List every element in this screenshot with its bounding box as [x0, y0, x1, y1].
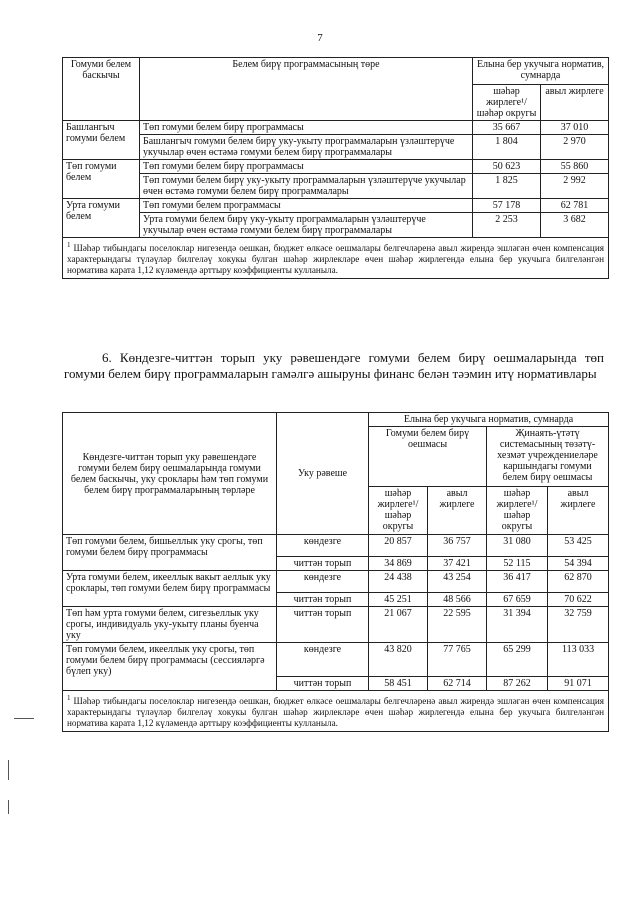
- header-general-org: Гомуми белем бирү оешмасы: [369, 427, 487, 487]
- value-rural: 2 970: [541, 135, 609, 160]
- value-rural: 2 992: [541, 174, 609, 199]
- value: 67 659: [487, 593, 548, 607]
- value-rural: 37 010: [541, 121, 609, 135]
- value: 36 757: [428, 535, 487, 557]
- value: 24 438: [369, 571, 428, 593]
- value: 65 299: [487, 643, 548, 677]
- header-urban: шәһәр жирлеге¹/ шәһәр округы: [473, 85, 541, 121]
- value: 21 067: [369, 607, 428, 643]
- header-program-type: Белем бирү программасының төре: [140, 58, 473, 121]
- header-urban: шәһәр жирлеге¹/ шәһәр округы: [487, 487, 548, 535]
- value: 31 080: [487, 535, 548, 557]
- value-urban: 57 178: [473, 199, 541, 213]
- header-education-level: Гомуми белем баскычы: [63, 58, 140, 121]
- value-urban: 2 253: [473, 213, 541, 238]
- value: 48 566: [428, 593, 487, 607]
- footnote-mark: 1: [67, 241, 71, 249]
- study-form: читтән торып: [277, 557, 369, 571]
- study-form: читтән торып: [277, 607, 369, 643]
- value-urban: 35 667: [473, 121, 541, 135]
- footnote: [63, 691, 609, 732]
- header-program-type: Көндезге-читтән торып уку рәвешендәге гомуми белем бирү оешмаларында гомуми белем баскычы, уку сроклары һәм төп гомуми белем бирү программаларының төрләре: [63, 413, 277, 535]
- value: 91 071: [548, 677, 609, 691]
- program-label: Төп гомуми белем бирү программасы: [140, 160, 473, 174]
- value: 43 254: [428, 571, 487, 593]
- program-label: Төп гомуми белем бирү программасы: [140, 121, 473, 135]
- value-urban: 1 804: [473, 135, 541, 160]
- header-norm: Елына бер укучыга норматив, сумнарда: [369, 413, 609, 427]
- header-study-form: Уку рәвеше: [277, 413, 369, 535]
- program-label: Төп гомуми белем, икееллык уку срогы, төп гомуми белем бирү программасы (сессияләргә бүлеп уку): [63, 643, 277, 691]
- value: 22 595: [428, 607, 487, 643]
- scan-artifact: [8, 800, 9, 814]
- header-urban: шәһәр жирлеге¹/ шәһәр округы: [369, 487, 428, 535]
- footnote-text: Шәһәр тибындагы поселоклар нигезендә оешкан, бюджет өлкәсе оешмалары белгечләренә авыл жирендә эшләгән өчен компенсация характерындагы түләүләр билгеләү хокукы булган шәһәр жирлекләре өчен шәһәр жирлегендә елына бер укучыга билгеләнгән норматива карата 1,12 күләмендә арттыру коэффициенты кулланыла.: [67, 696, 605, 729]
- study-form: читтән торып: [277, 677, 369, 691]
- scan-artifact: [8, 760, 9, 780]
- value: 31 394: [487, 607, 548, 643]
- value-urban: 50 623: [473, 160, 541, 174]
- table-norms-combined-form: [62, 412, 609, 732]
- program-label: Башлангыч гомуми белем бирү уку-укыту программаларын үзләштерүче укучылар өчен өстәмә гомуми белем бирү программалары: [140, 135, 473, 160]
- value: 34 869: [369, 557, 428, 571]
- value: 58 451: [369, 677, 428, 691]
- footnote: [63, 238, 609, 279]
- study-form: көндезге: [277, 535, 369, 557]
- value: 113 033: [548, 643, 609, 677]
- value: 70 622: [548, 593, 609, 607]
- value-rural: 62 781: [541, 199, 609, 213]
- header-penal-org: Җинаять-үтәтү системасының төзәтү-хезмәт учреждениеләре каршындагы гомуми белем бирү оешмасы: [487, 427, 609, 487]
- value: 54 394: [548, 557, 609, 571]
- program-label: Урта гомуми белем бирү уку-укыту программаларын үзләштерүче укучылар өчен өстәмә гомуми белем бирү программалары: [140, 213, 473, 238]
- header-rural: авыл жирлеге: [548, 487, 609, 535]
- value: 87 262: [487, 677, 548, 691]
- header-rural: авыл жирлеге: [541, 85, 609, 121]
- level-label: Урта гомуми белем: [63, 199, 140, 238]
- page-number: 7: [317, 32, 323, 44]
- value-rural: 55 860: [541, 160, 609, 174]
- value: 43 820: [369, 643, 428, 677]
- value: 62 870: [548, 571, 609, 593]
- value-rural: 3 682: [541, 213, 609, 238]
- section-heading: 6. Көндезге-читтән торып уку рәвешендәге гомуми белем бирү оешмаларында төп гомуми белем бирү программаларын гамәлгә ашыруны финанс белән тәэмин итү нормативлары: [64, 350, 604, 381]
- header-norm: Елына бер укучыга норматив, сумнарда: [473, 58, 609, 85]
- table-norms-general: [62, 57, 609, 279]
- scan-artifact: [14, 718, 34, 719]
- level-label: Төп гомуми белем: [63, 160, 140, 199]
- program-label: Төп гомуми белем бирү уку-укыту программаларын үзләштерүче укучылар өчен өстәмә гомуми белем бирү программалары: [140, 174, 473, 199]
- value: 37 421: [428, 557, 487, 571]
- value: 53 425: [548, 535, 609, 557]
- program-label: Төп гомуми белем программасы: [140, 199, 473, 213]
- value: 52 115: [487, 557, 548, 571]
- study-form: көндезге: [277, 643, 369, 677]
- value: 20 857: [369, 535, 428, 557]
- program-label: Урта гомуми белем, икееллык вакыт аеллык уку сроклары, төп гомуми белем бирү программасы: [63, 571, 277, 607]
- value: 62 714: [428, 677, 487, 691]
- program-label: Төп гомуми белем, бишьеллык уку срогы, төп гомуми белем бирү программасы: [63, 535, 277, 571]
- study-form: читтән торып: [277, 593, 369, 607]
- program-label: Төп һәм урта гомуми белем, сигезьеллык уку срогы, индивидуаль уку-укыту планы буенча уку: [63, 607, 277, 643]
- level-label: Башлангыч гомуми белем: [63, 121, 140, 160]
- value: 32 759: [548, 607, 609, 643]
- value: 77 765: [428, 643, 487, 677]
- header-rural: авыл жирлеге: [428, 487, 487, 535]
- value-urban: 1 825: [473, 174, 541, 199]
- value: 45 251: [369, 593, 428, 607]
- study-form: көндезге: [277, 571, 369, 593]
- value: 36 417: [487, 571, 548, 593]
- footnote-mark: 1: [67, 694, 71, 702]
- footnote-text: Шәһәр тибындагы поселоклар нигезендә оешкан, бюджет өлкәсе оешмалары белгечләренә авыл жирендә эшләгән өчен компенсация характерындагы түләүләр билгеләү хокукы булган шәһәр жирлекләре өчен шәһәр жирлегендә елына бер укучыга билгеләнгән норматива карата 1,12 күләмендә арттыру коэффициенты кулланыла.: [67, 243, 604, 276]
